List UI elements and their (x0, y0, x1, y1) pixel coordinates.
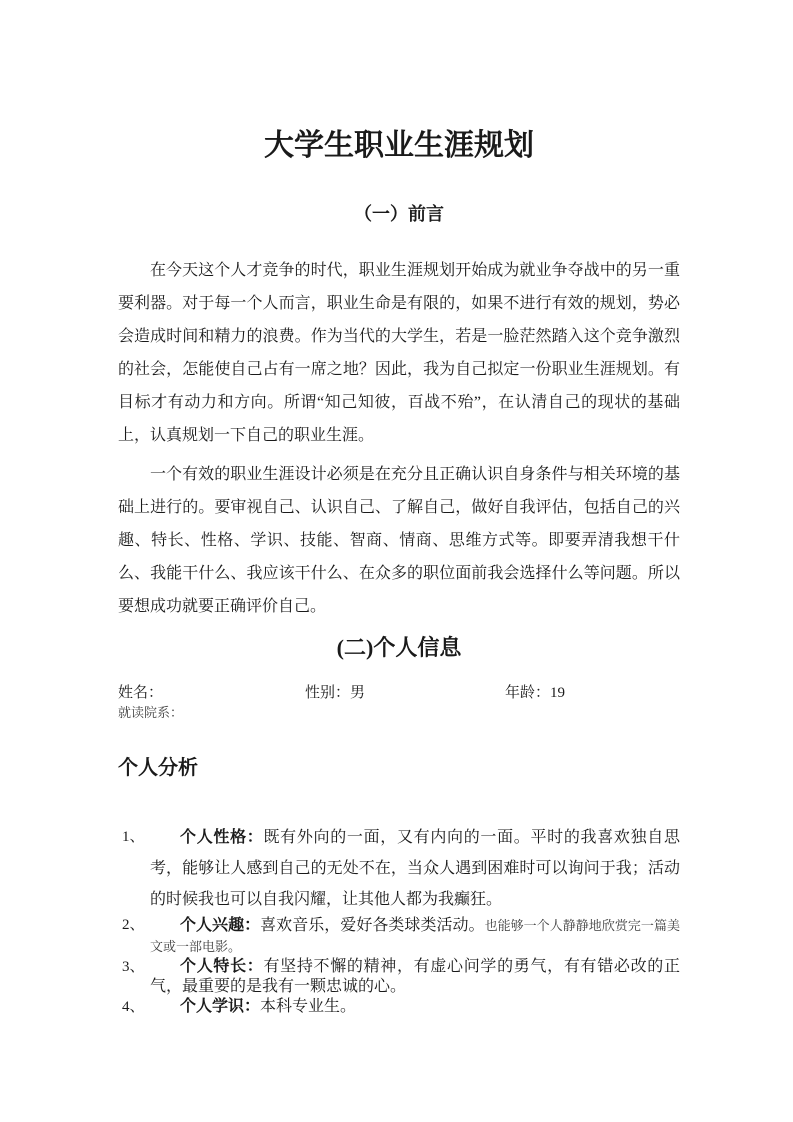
name-field (118, 682, 163, 704)
analysis-item-interests (118, 915, 680, 957)
analysis-item-personality (118, 822, 680, 915)
document-title: 大学生职业生涯规划 (264, 129, 534, 162)
analysis-item-strengths (118, 957, 680, 997)
item-label: 个人学识： (180, 998, 261, 1015)
item-text: 本科专业生。 (260, 998, 357, 1015)
item-label: 个人特长： (180, 958, 264, 975)
item-number: 1、 (122, 829, 145, 845)
department-field (118, 704, 680, 722)
item-number: 3、 (122, 959, 145, 975)
item-number: 2、 (122, 917, 145, 933)
gender-label: 性别： (305, 685, 351, 701)
personal-info-row (118, 682, 680, 704)
age-field (505, 682, 565, 704)
item-label: 个人兴趣： (180, 917, 261, 934)
preface-paragraph-2: 一个有效的职业生涯设计必须是在充分且正确认识自身条件与相关环境的基础上进行的。要审视自己、认识自己、了解自己，做好自我评估，包括自己的兴趣、特长、性格、学识、技能、智商、情商、思维方式等。即要弄清我想干什么、我能干什么、我应该干什么、在众多的职位面前我会选择什么等问题。所以要想成功就要正确评价自己。 (118, 466, 680, 615)
gender-field (305, 682, 365, 704)
analysis-item-education (118, 997, 680, 1017)
department-label: 就读院系： (118, 705, 184, 720)
age-label: 年龄： (505, 685, 551, 701)
analysis-list (118, 822, 680, 1017)
preface-heading: （一）前言 (354, 204, 444, 224)
age-value: 19 (550, 685, 566, 701)
name-label: 姓名： (118, 685, 164, 701)
item-number: 4、 (122, 999, 145, 1015)
preface-paragraph-1: 在今天这个人才竞争的时代，职业生涯规划开始成为就业争夺战中的另一重要利器。对于每一个人而言，职业生命是有限的，如果不进行有效的规划，势必会造成时间和精力的浪费。作为当代的大学生，若是一脸茫然踏入这个竞争激烈的社会，怎能使自己占有一席之地？因此，我为自己拟定一份职业生涯规划。有目标才有动力和方向。所谓“知己知彼，百战不殆”，在认清自己的现状的基础上，认真规划一下自己的职业生涯。 (118, 262, 680, 444)
analysis-heading: 个人分析 (118, 757, 198, 779)
gender-value: 男 (350, 685, 366, 701)
item-text: 喜欢音乐，爱好各类球类活动。 (260, 917, 485, 934)
item-label: 个人性格： (180, 829, 264, 846)
item-text: 既有外向的一面，又有内向的一面。平时的我喜欢独自思考，能够让人感到自己的无处不在，当众人遇到困难时可以询问于我；活动的时候我也可以自我闪耀，让其他人都为我癫狂。 (150, 829, 680, 908)
item-text: 有坚持不懈的精神，有虚心问学的勇气，有有错必改的正气，最重要的是我有一颗忠诚的心。 (150, 958, 680, 995)
personal-info-heading: (二)个人信息 (336, 635, 462, 660)
item-text-small: 也能够一个人静静地欣赏完一篇美文或一部电影。 (150, 918, 680, 954)
page-content (118, 0, 680, 1017)
